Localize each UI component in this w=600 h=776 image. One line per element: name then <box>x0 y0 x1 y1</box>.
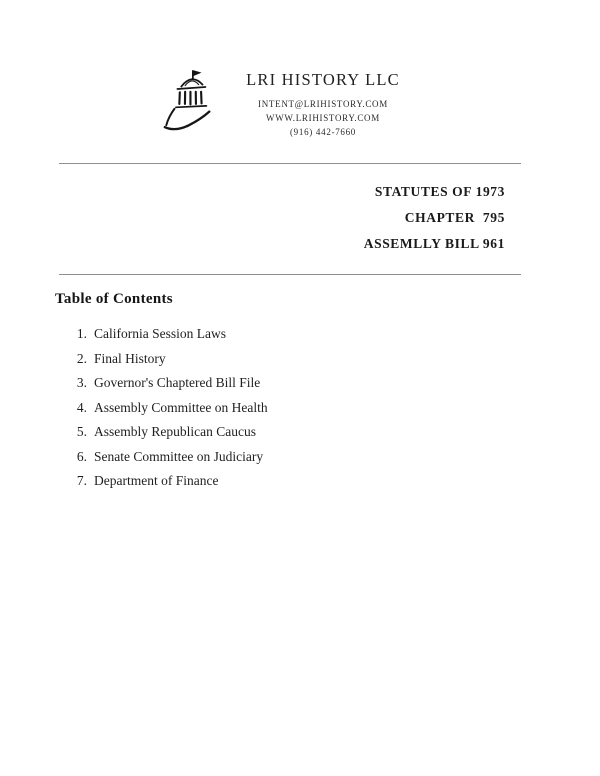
toc-item <box>69 352 600 366</box>
letterhead <box>0 0 600 139</box>
toc-item-number: 3. <box>76 375 87 390</box>
toc-item-number: 5. <box>76 424 87 439</box>
toc-item-number: 6. <box>76 448 87 464</box>
toc-list <box>55 327 600 488</box>
table-of-contents <box>0 291 600 488</box>
toc-item <box>69 474 600 488</box>
toc-item <box>69 425 600 439</box>
phone-text: (916) 442-7660 <box>289 127 357 137</box>
toc-item-label: Assembly Republican Caucus <box>94 424 256 439</box>
website-text: WWW.LRIHISTORY.COM <box>266 113 380 123</box>
toc-item-label: California Session Laws <box>94 326 226 341</box>
toc-item-number: 4. <box>76 399 87 415</box>
toc-item <box>69 401 600 415</box>
toc-item <box>69 450 600 464</box>
chapter-line: CHAPTER 795 <box>404 210 505 225</box>
toc-item-label: Final History <box>94 350 166 366</box>
toc-item <box>69 376 600 390</box>
toc-item-number: 2. <box>76 350 87 366</box>
statutes-line: STATUTES OF 1973 <box>374 184 505 199</box>
citation-block <box>0 179 600 257</box>
toc-item-number: 1. <box>76 326 87 341</box>
capitol-logo-icon <box>160 66 218 138</box>
email-text: INTENT@LRIHISTORY.COM <box>258 99 388 109</box>
toc-item-label: Senate Committee on Judiciary <box>94 448 264 464</box>
letterhead-text <box>246 64 400 139</box>
divider-top <box>59 163 521 164</box>
toc-item-number: 7. <box>76 473 87 488</box>
toc-item-label: Governor's Chaptered Bill File <box>94 375 261 390</box>
toc-item <box>69 327 600 341</box>
toc-item-label: Department of Finance <box>94 473 219 488</box>
toc-title: Table of Contents <box>55 291 173 307</box>
company-name: LRI HISTORY LLC <box>246 70 400 89</box>
bill-line: ASSEMLLY BILL 961 <box>363 236 505 251</box>
divider-middle <box>59 274 521 275</box>
toc-item-label: Assembly Committee on Health <box>94 399 268 415</box>
